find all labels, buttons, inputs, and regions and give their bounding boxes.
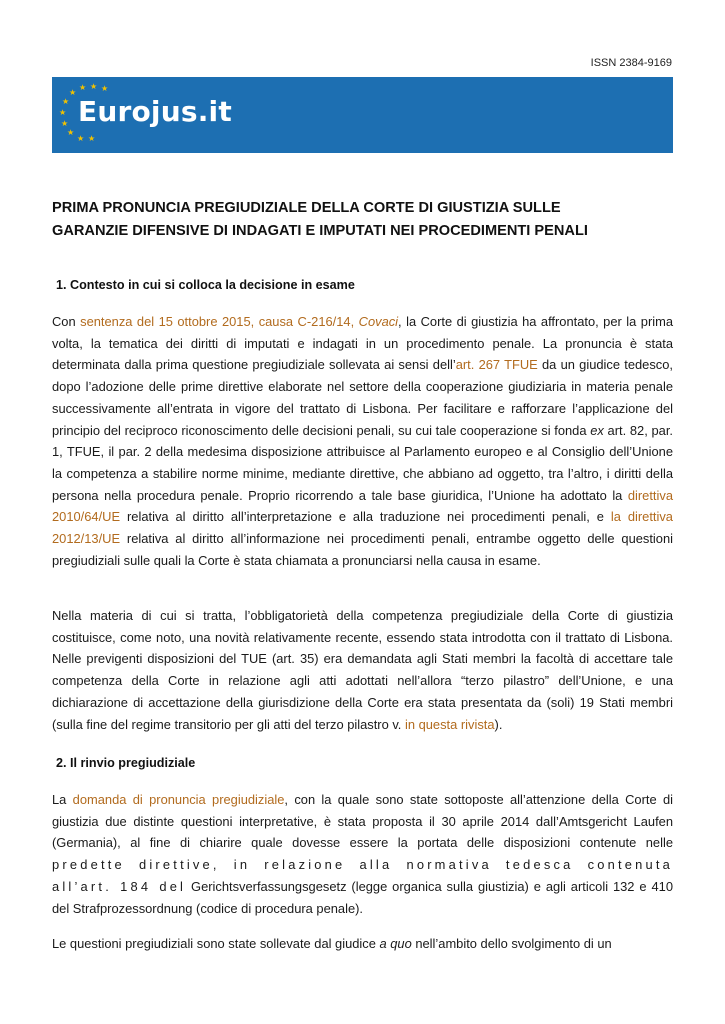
svg-text:★: ★ [77,134,85,143]
link-in-questa-rivista[interactable]: in questa rivista [404,716,495,732]
p3-text-0: La [52,792,73,807]
p3-text-1: , con la quale sono state sottoposte all’attenzione della Corte di giustizia due distinte questioni interpretative, è stata proposta il 30 aprile 2014 dall’Amtsgericht Laufen (Germania), al fine di chiarire quale dovesse essere la portata delle disposizioni contenute nelle [52,792,674,851]
svg-text:★: ★ [101,84,109,93]
link-covaci-italic: Covaci [358,314,399,329]
eurojus-logo[interactable] [58,81,268,147]
p2-text-0: Nella materia di cui si tratta, l’obbligatorietà della competenza pregiudiziale della Corte di giustizia costituisce, come noto, una novità relativamente recente, essendo stata introdotta con il trattato di Lisbona. Nelle previgenti disposizioni del TUE (art. 35) era demandata agli Stati membri la facoltà di accettare tale competenza della Corte in relazione agli atti adottati nell’allora “terzo pilastro” dell’Unione, e una dichiarazione di accettazione della giurisdizione della Corte era stata presentata da (soli) 19 Stati membri (sulla fine del regime transitorio per gli atti del terzo pilastro v. [52,608,673,732]
p3-text-2: Gerichtsverfassungsgesetz (legge organica sulla giustizia) e agli articoli 132 e 410 del Strafprozessordnung (codice di procedura penale). [52,878,673,916]
section-2-heading: 2. Il rinvio pregiudiziale [56,756,196,770]
issn-number: ISSN 2384-9169 [590,57,672,69]
section-1-heading: 1. Contesto in cui si colloca la decisione in esame [56,278,355,292]
svg-text:★: ★ [62,97,70,106]
p4-italic-a-quo: a quo [379,936,412,951]
svg-text:★: ★ [79,83,87,92]
link-sentenza-text: sentenza del 15 ottobre 2015, causa C-216/14, [80,314,359,329]
p2-text-1: ). [494,716,503,732]
title-line-2: GARANZIE DIFENSIVE DI INDAGATI E IMPUTATI NEI PROCEDIMENTI PENALI [52,223,588,239]
svg-text:★: ★ [61,119,69,128]
header-banner [52,77,673,153]
logo-text: Eurojus.it [78,95,232,128]
link-direttiva-2010-64[interactable]: direttiva 2010/64/UE [52,487,673,525]
link-direttiva-2012-13[interactable]: la direttiva 2012/13/UE [52,509,673,547]
p1-text-4: relativa al diritto all’interpretazione e alla traduzione nei procedimenti penali, e [120,509,611,525]
paragraph-4 [52,933,673,955]
p1-italic-ex: ex [590,422,604,438]
link-domanda-pronuncia[interactable]: domanda di pronuncia pregiudiziale [72,792,285,807]
paragraph-2 [52,605,673,735]
svg-text:★: ★ [67,128,75,137]
svg-text:★: ★ [59,108,67,117]
p1-text-1: , la Corte di giustizia ha affrontato, per la prima volta, la tematica dei diritti di imputati e indagati in un procedimento penale. La pronuncia è stata determinata dalla prima questione pregiudiziale sollevata ai sensi dell’ [52,314,674,373]
title-line-1: PRIMA PRONUNCIA PREGIUDIZIALE DELLA CORTE DI GIUSTIZIA SULLE [52,200,561,216]
article-title [52,197,673,243]
p4-text-0: Le questioni pregiudiziali sono state sollevate dal giudice [52,936,380,951]
p3-text-spaced: predette direttive, in relazione alla normativa tedesca contenuta all’art. 184 del [52,857,673,894]
paragraph-1 [52,311,673,571]
svg-text:★: ★ [90,82,98,91]
p4-text-1: nell’ambito dello svolgimento di un [411,936,612,951]
svg-text:★: ★ [88,134,96,143]
paragraph-3 [52,789,673,919]
link-art-267-tfue[interactable]: art. 267 TFUE [455,357,538,373]
p1-text-5: relativa al diritto all’informazione nei procedimenti penali, entrambe oggetto delle questioni pregiudiziali sulle quali la Corte è stata chiamata a pronunciarsi nella causa in esame. [52,531,673,568]
svg-text:★: ★ [69,88,77,97]
p1-text-0: Con [52,314,81,329]
link-sentenza-covaci[interactable] [80,314,398,329]
p1-text-2: da un giudice tedesco, dopo l’adozione delle prime direttive elaborate nel settore della cooperazione giudiziaria in materia penale successivamente all’entrata in vigore del trattato di Lisbona. Per facilitare e rafforzare l’applicazione del principio del reciproco riconoscimento delle decisioni penali, su cui tale cooperazione si fonda [52,357,673,438]
p1-text-3: art. 82, par. 1, TFUE, il par. 2 della medesima disposizione attribuisce al Parlamento europeo e al Consiglio dell’Unione la competenza a stabilire norme minime, mediante direttive, che abbiano ad oggetto, tra l’altro, i diritti della persona nella procedura penale. Proprio ricorrendo a tale base giuridica, l’Unione ha adottato la [52,422,674,503]
